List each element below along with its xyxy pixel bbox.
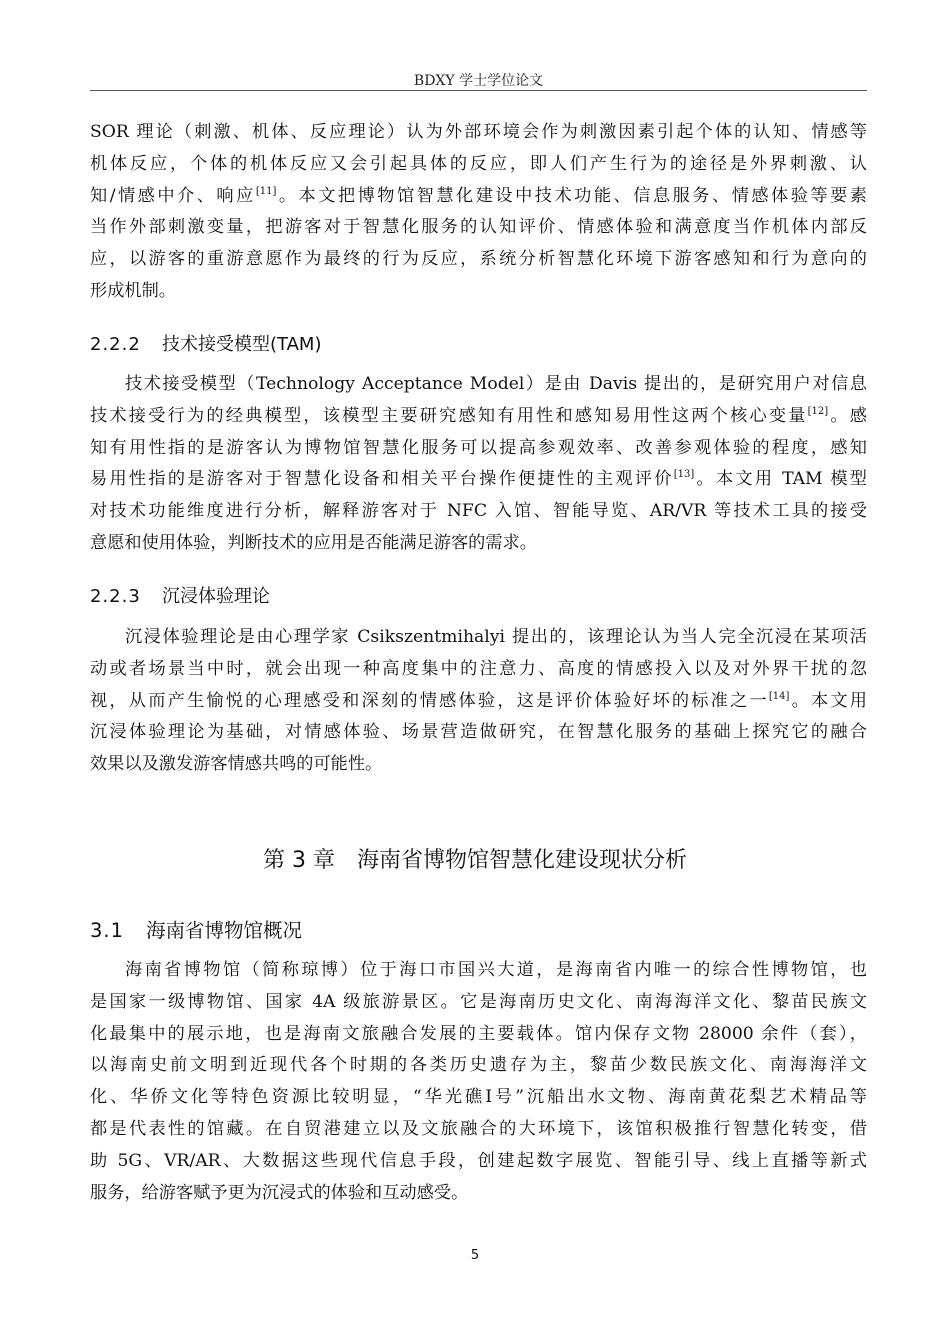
text-line: 服务，给游客赋予更为沉浸式的体验和互动感受。 bbox=[90, 1182, 469, 1203]
text-line: 化、华侨文化等特色资源比较明显，“华光礁Ⅰ号”沉船出水文物、海南黄花梨艺术精品等 bbox=[90, 1087, 867, 1108]
text-line bbox=[90, 464, 867, 496]
text-line: SOR 理论（刺激、机体、反应理论）认为外部环境会作为刺激因素引起个体的认知、情感等 bbox=[90, 122, 867, 142]
section-heading-2-2-3 bbox=[90, 582, 270, 608]
text-line: 动或者场景当中时，就会出现一种高度集中的注意力、高度的情感投入以及对外界干扰的忽 bbox=[90, 658, 867, 679]
text-line: 形成机制。 bbox=[90, 280, 176, 301]
text-line: 都是代表性的馆藏。在自贸港建立以及文旅融合的大环境下，该馆积极推行智慧化转变，借 bbox=[90, 1118, 867, 1139]
text-line: 是国家一级博物馆、国家 4A 级旅游景区。它是海南历史文化、南海海洋文化、黎苗民族文 bbox=[90, 991, 867, 1012]
section-heading-3-1 bbox=[90, 915, 302, 943]
text-line: 应，以游客的重游意愿作为最终的行为反应，系统分析智慧化环境下游客感知和行为意向的 bbox=[90, 249, 867, 270]
citation-marker: [12] bbox=[807, 405, 829, 417]
text-segment: 易用性指的是游客对于智慧化设备和相关平台操作便捷性的主观评价 bbox=[90, 469, 674, 490]
section-number: 2.2.2 bbox=[90, 334, 141, 355]
paragraph-museum-overview bbox=[90, 955, 867, 1209]
text-line: 知有用性指的是游客认为博物馆智慧化服务可以提高参观效率、改善参观体验的程度，感知 bbox=[90, 437, 867, 458]
text-line: 对技术功能维度进行分析，解释游客对于 NFC 入馆、智能导览、AR/VR 等技术工具的接受 bbox=[90, 501, 867, 522]
section-title: 海南省博物馆概况 bbox=[146, 919, 303, 942]
paragraph-tam bbox=[90, 369, 867, 560]
paragraph-flow-theory bbox=[90, 622, 867, 781]
text-line: 效果以及激发游客情感共鸣的可能性。 bbox=[90, 754, 383, 775]
text-line bbox=[90, 181, 867, 213]
text-segment: 知/情感中介、响应 bbox=[90, 185, 256, 206]
chapter-title: 海南省博物馆智慧化建设现状分析 bbox=[356, 848, 687, 873]
text-line: 以海南史前文明到近现代各个时期的各类历史遗存为主，黎苗少数民族文化、南海海洋文 bbox=[90, 1055, 867, 1076]
section-title: 技术接受模型(TAM) bbox=[162, 334, 322, 355]
chapter-heading bbox=[0, 843, 950, 874]
citation-marker: [14] bbox=[768, 690, 790, 702]
chapter-label: 第 3 章 bbox=[263, 848, 335, 873]
citation-marker: [13] bbox=[673, 469, 695, 481]
text-line: 沉浸体验理论为基础，对情感体验、场景营造做研究，在智慧化服务的基础上探究它的融合 bbox=[90, 722, 867, 743]
text-line: 沉浸体验理论是由心理学家 Csikszentmihalyi 提出的，该理论认为当人完全沉浸在某项活 bbox=[125, 627, 867, 647]
text-segment: 。感 bbox=[828, 405, 867, 426]
section-number: 3.1 bbox=[90, 919, 125, 942]
text-line: 技术接受模型（Technology Acceptance Model）是由 Davis 提出的，是研究用户对信息 bbox=[125, 374, 867, 394]
text-segment: 。本文用 bbox=[789, 690, 867, 711]
text-line: 海南省博物馆（简称琼博）位于海口市国兴大道，是海南省内唯一的综合性博物馆，也 bbox=[125, 960, 867, 980]
paragraph-sor-theory bbox=[90, 117, 867, 308]
text-line: 助 5G、VR/AR、大数据这些现代信息手段，创建起数字展览、智能引导、线上直播等新式 bbox=[90, 1150, 867, 1171]
text-segment: 。本文用 TAM 模型 bbox=[694, 469, 867, 490]
section-number: 2.2.3 bbox=[90, 586, 141, 607]
section-heading-2-2-2 bbox=[90, 330, 322, 356]
text-segment: 技术接受行为的经典模型，该模型主要研究感知有用性和感知易用性这两个核心变量 bbox=[90, 405, 808, 426]
text-line bbox=[90, 401, 867, 433]
text-line: 当作外部刺激变量，把游客对于智慧化服务的认知评价、情感体验和满意度当作机体内部反 bbox=[90, 217, 867, 238]
text-line bbox=[90, 686, 867, 718]
text-segment: 。本文把博物馆智慧化建设中技术功能、信息服务、情感体验等要素 bbox=[276, 185, 867, 206]
page-number: 5 bbox=[470, 1248, 480, 1263]
text-line: 意愿和使用体验，判断技术的应用是否能满足游客的需求。 bbox=[90, 532, 537, 553]
text-line: 化最集中的展示地，也是海南文旅融合发展的主要载体。馆内保存文物 28000 余件（套）， bbox=[90, 1023, 867, 1044]
text-line: 机体反应，个体的机体反应又会引起具体的反应，即人们产生行为的途径是外界刺激、认 bbox=[90, 153, 867, 174]
citation-marker: [11] bbox=[255, 185, 277, 197]
text-segment: 视，从而产生愉悦的心理感受和深刻的情感体验，这是评价体验好坏的标准之一 bbox=[90, 690, 769, 711]
section-title: 沉浸体验理论 bbox=[162, 586, 270, 607]
header-rule bbox=[90, 90, 867, 91]
running-header: BDXY 学士学位论文 bbox=[413, 73, 544, 89]
